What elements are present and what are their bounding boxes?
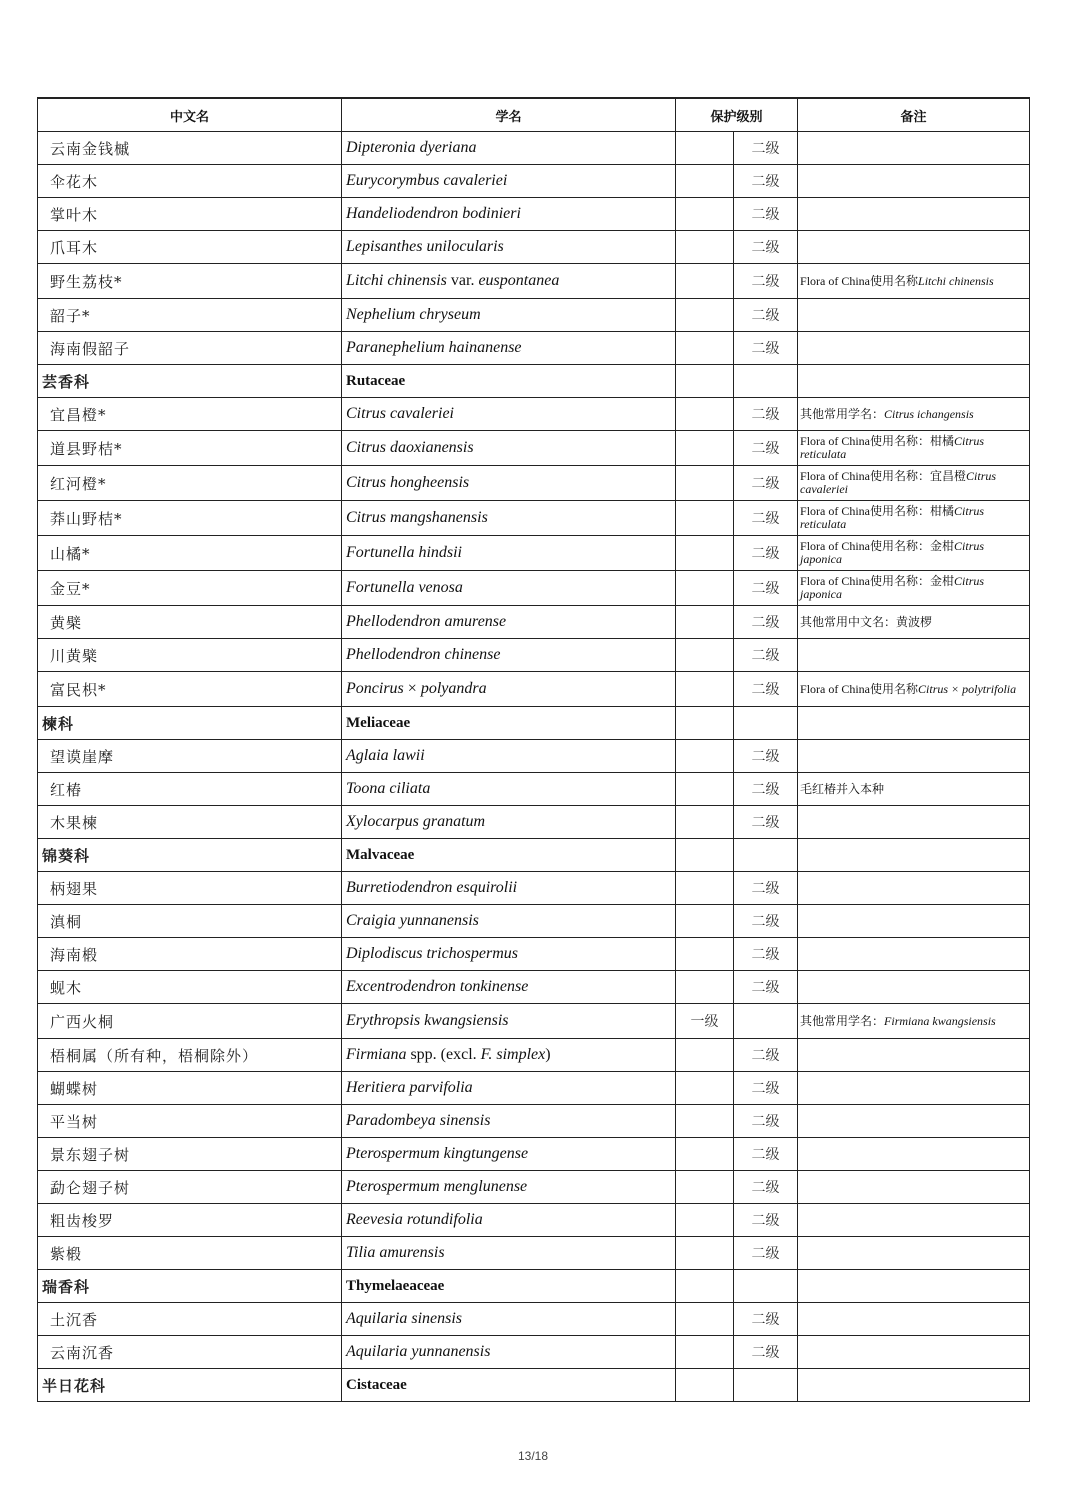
chinese-name: 海南椴 (38, 938, 342, 971)
level-1-cell (676, 839, 734, 872)
scientific-name-cell (342, 740, 676, 773)
level-1-cell: 一级 (676, 1004, 734, 1039)
scientific-name: Reevesia rotundifolia (346, 1211, 483, 1228)
chinese-name: 掌叶木 (38, 198, 342, 231)
family-scientific-name: Cistaceae (342, 1369, 676, 1402)
chinese-name: 景东翅子树 (38, 1138, 342, 1171)
remarks-scientific-name: Citrus japonica (800, 574, 985, 601)
level-1-cell (676, 231, 734, 264)
remarks-scientific-name: Citrus reticulata (800, 504, 985, 531)
species-row (38, 773, 1030, 806)
family-chinese-name: 锦葵科 (38, 839, 342, 872)
chinese-name: 蝴蝶树 (38, 1072, 342, 1105)
level-2-cell: 二级 (734, 1072, 798, 1105)
remarks-cell (798, 299, 1030, 332)
scientific-name-cell (342, 431, 676, 466)
level-1-cell (676, 501, 734, 536)
remarks-cell (798, 938, 1030, 971)
level-1-cell (676, 938, 734, 971)
species-row (38, 536, 1030, 571)
family-row (38, 1270, 1030, 1303)
level-1-cell (676, 431, 734, 466)
remarks-cell (798, 466, 1030, 501)
level-1-cell (676, 264, 734, 299)
scientific-name-tail: ) (545, 1046, 551, 1063)
level-1-cell (676, 1303, 734, 1336)
level-1-cell (676, 1369, 734, 1402)
scientific-name-cell (342, 536, 676, 571)
scientific-name: Citrus daoxianensis (346, 439, 474, 456)
level-1-cell (676, 872, 734, 905)
remarks-text: Flora of China使用名称 (800, 273, 919, 288)
scientific-name-cell (342, 1039, 676, 1072)
species-row (38, 1303, 1030, 1336)
remarks-text: 毛红椿并入本种 (800, 781, 885, 796)
remarks-scientific-name: Citrus japonica (800, 539, 985, 566)
species-row (38, 639, 1030, 672)
scientific-name-cell (342, 466, 676, 501)
remarks-cell (798, 231, 1030, 264)
level-2-cell: 二级 (734, 938, 798, 971)
level-1-cell (676, 198, 734, 231)
level-1-cell (676, 132, 734, 165)
remarks-cell (798, 839, 1030, 872)
species-row (38, 1336, 1030, 1369)
level-2-cell: 二级 (734, 905, 798, 938)
scientific-name-cell (342, 1004, 676, 1039)
level-2-cell: 二级 (734, 132, 798, 165)
header-scientific-name: 学名 (342, 98, 676, 132)
chinese-name: 金豆* (38, 571, 342, 606)
remarks-cell (798, 806, 1030, 839)
scientific-name: Phellodendron chinense (346, 646, 501, 663)
scientific-name-cell (342, 332, 676, 365)
scientific-name-cell (342, 132, 676, 165)
species-row (38, 264, 1030, 299)
level-2-cell: 二级 (734, 398, 798, 431)
species-row (38, 132, 1030, 165)
species-row (38, 1105, 1030, 1138)
level-1-cell (676, 571, 734, 606)
chinese-name: 平当树 (38, 1105, 342, 1138)
level-2-cell: 二级 (734, 299, 798, 332)
chinese-name: 土沉香 (38, 1303, 342, 1336)
level-1-cell (676, 707, 734, 740)
remarks-cell (798, 707, 1030, 740)
page-number: 13/18 (517, 1449, 549, 1463)
species-row (38, 1237, 1030, 1270)
family-scientific-name: Thymelaeaceae (342, 1270, 676, 1303)
level-2-cell: 二级 (734, 606, 798, 639)
level-2-cell: 二级 (734, 431, 798, 466)
chinese-name: 野生荔枝* (38, 264, 342, 299)
scientific-name-cell (342, 971, 676, 1004)
remarks-cell (798, 365, 1030, 398)
remarks-cell (798, 1039, 1030, 1072)
scientific-name: Tilia amurensis (346, 1244, 445, 1261)
species-row (38, 165, 1030, 198)
species-row (38, 198, 1030, 231)
species-row (38, 806, 1030, 839)
level-2-cell: 二级 (734, 971, 798, 1004)
level-2-cell: 二级 (734, 1105, 798, 1138)
chinese-name: 广西火桐 (38, 1004, 342, 1039)
species-row (38, 571, 1030, 606)
scientific-name-cell (342, 1138, 676, 1171)
species-row (38, 332, 1030, 365)
level-1-cell (676, 1171, 734, 1204)
family-row (38, 1369, 1030, 1402)
remarks-cell (798, 132, 1030, 165)
chinese-name: 宜昌橙* (38, 398, 342, 431)
scientific-name: Handeliodendron bodinieri (346, 205, 521, 222)
scientific-name: Aquilaria sinensis (346, 1310, 463, 1327)
chinese-name: 山橘* (38, 536, 342, 571)
remarks-cell (798, 1138, 1030, 1171)
remarks-cell (798, 501, 1030, 536)
scientific-name-epithet: polyandra (420, 680, 487, 697)
level-1-cell (676, 466, 734, 501)
family-scientific-name: Rutaceae (342, 365, 676, 398)
scientific-name-cell (342, 198, 676, 231)
scientific-name-epithet: F. simplex (480, 1046, 546, 1063)
scientific-name-cell (342, 872, 676, 905)
remarks-cell (798, 165, 1030, 198)
scientific-name: Phellodendron amurense (346, 613, 507, 630)
species-row (38, 1138, 1030, 1171)
level-2-cell: 二级 (734, 1336, 798, 1369)
level-1-cell (676, 1270, 734, 1303)
remarks-text: Flora of China使用名称 (800, 681, 919, 696)
remarks-cell (798, 1072, 1030, 1105)
species-row (38, 299, 1030, 332)
remarks-text: 其他常用学名： (800, 1013, 885, 1028)
chinese-name: 木果楝 (38, 806, 342, 839)
family-row (38, 839, 1030, 872)
chinese-name: 勐仑翅子树 (38, 1171, 342, 1204)
level-2-cell: 二级 (734, 639, 798, 672)
level-1-cell (676, 672, 734, 707)
chinese-name: 红河橙* (38, 466, 342, 501)
level-1-cell (676, 1237, 734, 1270)
scientific-name: Lepisanthes unilocularis (346, 238, 504, 255)
scientific-name-cell (342, 1204, 676, 1237)
scientific-name: Burretiodendron esquirolii (346, 879, 518, 896)
scientific-name-cell (342, 165, 676, 198)
remarks-cell (798, 332, 1030, 365)
family-scientific-name: Meliaceae (342, 707, 676, 740)
remarks-cell (798, 431, 1030, 466)
remarks-text: Flora of China使用名称：宜昌橙 (800, 469, 967, 483)
level-2-cell: 二级 (734, 1171, 798, 1204)
remarks-text: Flora of China使用名称：金柑 (800, 539, 955, 553)
level-1-cell (676, 806, 734, 839)
scientific-name: Pterospermum menglunense (346, 1178, 528, 1195)
scientific-name-cell (342, 1105, 676, 1138)
level-2-cell: 二级 (734, 740, 798, 773)
remarks-cell (798, 672, 1030, 707)
level-1-cell (676, 365, 734, 398)
species-row (38, 501, 1030, 536)
species-row (38, 1072, 1030, 1105)
scientific-name: Dipteronia dyeriana (346, 139, 477, 156)
scientific-name-connector: spp. (excl. (406, 1046, 481, 1063)
level-1-cell (676, 1039, 734, 1072)
family-scientific-name: Malvaceae (342, 839, 676, 872)
level-2-cell: 二级 (734, 1204, 798, 1237)
level-1-cell (676, 740, 734, 773)
level-1-cell (676, 971, 734, 1004)
header-chinese-name: 中文名 (38, 98, 342, 132)
header-remarks: 备注 (798, 98, 1030, 132)
remarks-cell (798, 639, 1030, 672)
level-2-cell: 二级 (734, 1039, 798, 1072)
scientific-name: Aglaia lawii (346, 747, 425, 764)
scientific-name: Poncirus (346, 680, 404, 697)
scientific-name-cell (342, 1237, 676, 1270)
level-2-cell (734, 365, 798, 398)
remarks-cell (798, 571, 1030, 606)
table-body (38, 132, 1030, 1402)
remarks-cell (798, 398, 1030, 431)
remarks-cell (798, 1204, 1030, 1237)
level-2-cell: 二级 (734, 264, 798, 299)
remarks-scientific-name: Litchi chinensis (918, 273, 994, 288)
scientific-name: Pterospermum kingtungense (346, 1145, 529, 1162)
scientific-name: Diplodiscus trichospermus (346, 945, 518, 962)
remarks-cell (798, 1004, 1030, 1039)
remarks-cell (798, 905, 1030, 938)
scientific-name-cell (342, 639, 676, 672)
level-2-cell (734, 1004, 798, 1039)
chinese-name: 粗齿梭罗 (38, 1204, 342, 1237)
level-2-cell: 二级 (734, 536, 798, 571)
chinese-name: 富民枳* (38, 672, 342, 707)
scientific-name-connector: var. (446, 272, 479, 289)
level-1-cell (676, 773, 734, 806)
level-1-cell (676, 398, 734, 431)
species-row (38, 466, 1030, 501)
remarks-cell (798, 1369, 1030, 1402)
species-row (38, 938, 1030, 971)
scientific-name: Citrus mangshanensis (346, 509, 488, 526)
level-1-cell (676, 1072, 734, 1105)
scientific-name-cell (342, 571, 676, 606)
remarks-cell (798, 971, 1030, 1004)
scientific-name-cell (342, 1072, 676, 1105)
scientific-name: Erythropsis kwangsiensis (346, 1012, 509, 1029)
remarks-scientific-name: Citrus ichangensis (884, 406, 974, 421)
level-2-cell (734, 1369, 798, 1402)
scientific-name: Eurycorymbus cavaleriei (346, 172, 508, 189)
remarks-cell (798, 1303, 1030, 1336)
remarks-text: Flora of China使用名称：金柑 (800, 574, 955, 588)
remarks-scientific-name: Firmiana kwangsiensis (884, 1013, 996, 1028)
scientific-name: Excentrodendron tonkinense (346, 978, 529, 995)
level-2-cell: 二级 (734, 1138, 798, 1171)
species-row (38, 1004, 1030, 1039)
species-row (38, 1204, 1030, 1237)
scientific-name-cell (342, 1171, 676, 1204)
level-1-cell (676, 606, 734, 639)
level-1-cell (676, 639, 734, 672)
species-row (38, 231, 1030, 264)
level-2-cell: 二级 (734, 1303, 798, 1336)
remarks-cell (798, 1171, 1030, 1204)
scientific-name: Citrus cavaleriei (346, 405, 454, 422)
remarks-text: 其他常用学名： (800, 406, 885, 421)
level-1-cell (676, 332, 734, 365)
level-2-cell: 二级 (734, 806, 798, 839)
chinese-name: 道县野桔* (38, 431, 342, 466)
chinese-name: 爪耳木 (38, 231, 342, 264)
scientific-name: Firmiana (346, 1046, 407, 1063)
level-2-cell: 二级 (734, 332, 798, 365)
scientific-name-cell (342, 606, 676, 639)
family-row (38, 365, 1030, 398)
remarks-cell (798, 1237, 1030, 1270)
species-row (38, 1171, 1030, 1204)
scientific-name: Craigia yunnanensis (346, 912, 479, 929)
remarks-text: Flora of China使用名称：柑橘 (800, 504, 955, 518)
scientific-name-cell (342, 672, 676, 707)
scientific-name: Fortunella hindsii (346, 544, 462, 561)
species-row (38, 872, 1030, 905)
level-1-cell (676, 299, 734, 332)
chinese-name: 望谟崖摩 (38, 740, 342, 773)
remarks-scientific-name: Citrus cavaleriei (800, 469, 997, 496)
family-chinese-name: 芸香科 (38, 365, 342, 398)
scientific-name-cell (342, 231, 676, 264)
level-1-cell (676, 1105, 734, 1138)
scientific-name: Toona ciliata (346, 780, 431, 797)
species-row (38, 740, 1030, 773)
remarks-scientific-name: Citrus reticulata (800, 434, 985, 461)
remarks-cell (798, 1270, 1030, 1303)
scientific-name-cell (342, 905, 676, 938)
remarks-text: 其他常用中文名：黄波椤 (800, 614, 933, 629)
scientific-name-cell (342, 501, 676, 536)
level-2-cell: 二级 (734, 466, 798, 501)
species-row (38, 398, 1030, 431)
level-1-cell (676, 165, 734, 198)
species-row (38, 905, 1030, 938)
remarks-cell (798, 740, 1030, 773)
level-1-cell (676, 536, 734, 571)
family-row (38, 707, 1030, 740)
level-1-cell (676, 905, 734, 938)
scientific-name: Xylocarpus granatum (346, 813, 486, 830)
level-2-cell: 二级 (734, 198, 798, 231)
scientific-name: Paradombeya sinensis (346, 1112, 491, 1129)
level-2-cell: 二级 (734, 231, 798, 264)
level-2-cell: 二级 (734, 571, 798, 606)
species-row (38, 431, 1030, 466)
family-chinese-name: 半日花科 (38, 1369, 342, 1402)
scientific-name-cell (342, 938, 676, 971)
scientific-name-cell (342, 806, 676, 839)
chinese-name: 海南假韶子 (38, 332, 342, 365)
scientific-name-cell (342, 773, 676, 806)
remarks-text: Flora of China使用名称：柑橘 (800, 434, 955, 448)
chinese-name: 红椿 (38, 773, 342, 806)
chinese-name: 云南金钱槭 (38, 132, 342, 165)
level-2-cell (734, 839, 798, 872)
species-row (38, 1039, 1030, 1072)
scientific-name: Paranephelium hainanense (346, 339, 522, 356)
level-2-cell: 二级 (734, 773, 798, 806)
level-2-cell: 二级 (734, 872, 798, 905)
species-table (37, 97, 1030, 1402)
species-row (38, 971, 1030, 1004)
remarks-cell (798, 198, 1030, 231)
scientific-name-cell (342, 299, 676, 332)
scientific-name-cell (342, 1336, 676, 1369)
remarks-cell (798, 606, 1030, 639)
level-2-cell: 二级 (734, 165, 798, 198)
scientific-name: Heritiera parvifolia (346, 1079, 473, 1096)
level-1-cell (676, 1336, 734, 1369)
remarks-cell (798, 264, 1030, 299)
scientific-name-cell (342, 264, 676, 299)
scientific-name: Fortunella venosa (346, 579, 463, 596)
family-chinese-name: 瑞香科 (38, 1270, 342, 1303)
chinese-name: 蚬木 (38, 971, 342, 1004)
remarks-cell (798, 1336, 1030, 1369)
scientific-name-cell (342, 1303, 676, 1336)
family-chinese-name: 楝科 (38, 707, 342, 740)
level-2-cell (734, 707, 798, 740)
header-protection-level: 保护级别 (676, 98, 798, 132)
chinese-name: 伞花木 (38, 165, 342, 198)
chinese-name: 黄檗 (38, 606, 342, 639)
remarks-scientific-name: Citrus × polytrifolia (918, 681, 1017, 696)
scientific-name-epithet: euspontanea (478, 272, 560, 289)
species-row (38, 606, 1030, 639)
chinese-name: 川黄檗 (38, 639, 342, 672)
remarks-cell (798, 773, 1030, 806)
remarks-cell (798, 872, 1030, 905)
remarks-cell (798, 536, 1030, 571)
scientific-name: Citrus hongheensis (346, 474, 470, 491)
scientific-name-connector: × (403, 680, 421, 697)
species-row (38, 672, 1030, 707)
level-1-cell (676, 1204, 734, 1237)
table-header-row (38, 98, 1030, 132)
scientific-name: Aquilaria yunnanensis (346, 1343, 491, 1360)
level-2-cell (734, 1270, 798, 1303)
chinese-name: 柄翅果 (38, 872, 342, 905)
level-2-cell: 二级 (734, 672, 798, 707)
chinese-name: 紫椴 (38, 1237, 342, 1270)
scientific-name: Nephelium chryseum (346, 306, 481, 323)
scientific-name: Litchi chinensis (346, 272, 447, 289)
chinese-name: 莽山野桔* (38, 501, 342, 536)
chinese-name: 滇桐 (38, 905, 342, 938)
level-1-cell (676, 1138, 734, 1171)
scientific-name-cell (342, 398, 676, 431)
remarks-cell (798, 1105, 1030, 1138)
chinese-name: 韶子* (38, 299, 342, 332)
level-2-cell: 二级 (734, 1237, 798, 1270)
level-2-cell: 二级 (734, 501, 798, 536)
chinese-name: 梧桐属（所有种，梧桐除外） (38, 1039, 342, 1072)
chinese-name: 云南沉香 (38, 1336, 342, 1369)
